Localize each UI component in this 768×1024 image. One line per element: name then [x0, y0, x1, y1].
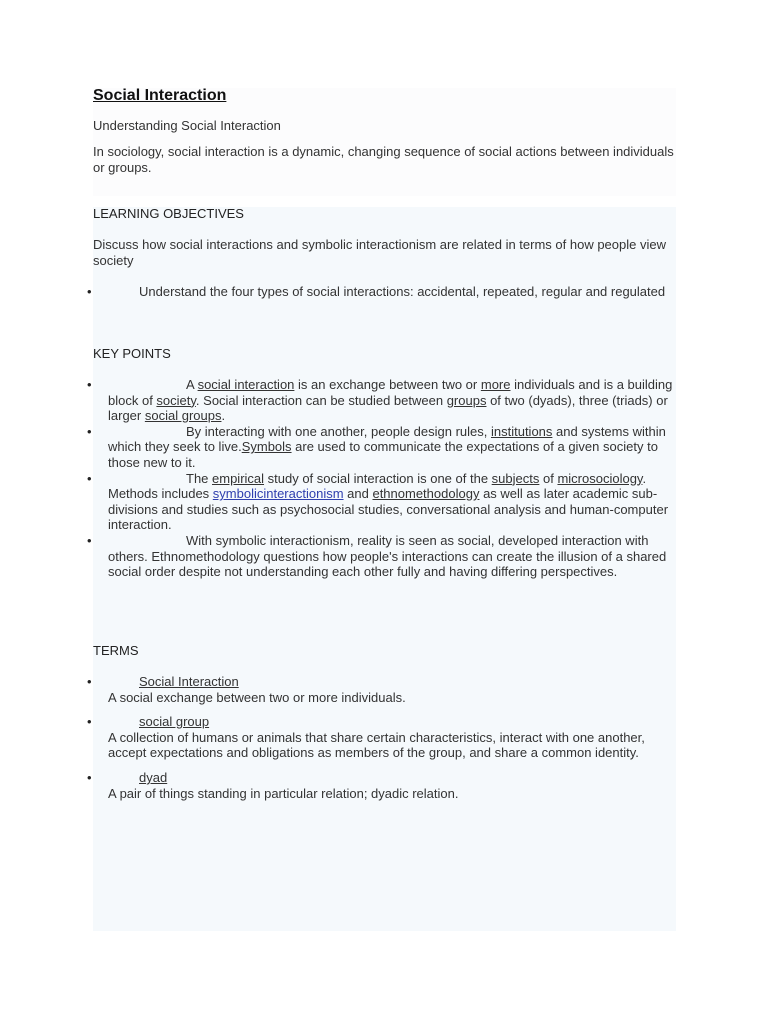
- bullet-icon: •: [87, 714, 92, 730]
- key-points-list: [87, 377, 675, 580]
- link-microsociology[interactable]: microsociology: [557, 470, 643, 486]
- text: . Methods includes: [108, 470, 647, 502]
- learning-objectives-text: Discuss how social interactions and symbolic interactionism are related in terms of how people view society: [93, 237, 666, 268]
- text: With symbolic interactionism, reality is seen as social, developed interaction with others. Ethnomethodology questions how people's interactions can create the illusion of a shared social order despite not understanding each other fully and having differing perspectives.: [108, 532, 667, 580]
- text: individuals and is a building block of: [108, 377, 673, 408]
- learning-objectives-list: [87, 284, 675, 300]
- link-social-groups[interactable]: social groups: [144, 408, 222, 424]
- bullet-icon: •: [87, 674, 92, 689]
- link-society[interactable]: society: [156, 392, 196, 408]
- term-definition: A collection of humans or animals that share certain characteristics, interact with one another, accept expectations and obligations as members of the group, and share a common identity.: [108, 729, 645, 761]
- learning-objectives-heading: LEARNING OBJECTIVES: [93, 206, 244, 221]
- page-subtitle: Understanding Social Interaction: [93, 118, 281, 133]
- term-label[interactable]: social group: [139, 714, 210, 730]
- link-ethnomethodology[interactable]: ethnomethodology: [372, 486, 480, 502]
- key-points-heading: KEY POINTS: [93, 346, 171, 361]
- text: as well as later academic sub-divisions and studies such as psychosocial studies, conversational analysis and human-computer interaction.: [108, 486, 669, 533]
- term-item: [87, 714, 675, 761]
- text: A: [186, 377, 198, 392]
- bullet-icon: •: [87, 284, 92, 299]
- text: study of social interaction is one of the: [264, 470, 492, 486]
- bullet-icon: •: [87, 377, 92, 392]
- link-subjects[interactable]: subjects: [491, 470, 540, 486]
- text: . Social interaction can be studied between: [195, 392, 447, 408]
- terms-list: [87, 674, 675, 801]
- text: of: [539, 470, 558, 486]
- text: and: [343, 486, 373, 502]
- list-item: [87, 423, 675, 471]
- link-empirical[interactable]: empirical: [212, 470, 265, 486]
- text: By interacting with one another, people design rules,: [186, 423, 491, 439]
- terms-heading: TERMS: [93, 643, 139, 658]
- link-symbolic-interactionism[interactable]: symbolicinteractionism: [212, 486, 344, 502]
- page-title: Social Interaction: [93, 87, 227, 104]
- list-item: [87, 470, 675, 533]
- bullet-icon: •: [87, 769, 92, 785]
- text: .: [221, 408, 226, 424]
- term-label[interactable]: dyad: [139, 769, 168, 785]
- list-item: [87, 532, 675, 580]
- link-symbols[interactable]: Symbols: [241, 439, 292, 455]
- link-social-interaction[interactable]: social interaction: [197, 377, 295, 392]
- link-institutions[interactable]: institutions: [490, 423, 553, 439]
- list-item: [87, 284, 675, 300]
- term-label[interactable]: Social Interaction: [139, 674, 239, 689]
- text: and systems within which they seek to live.: [108, 423, 666, 455]
- term-item: [87, 674, 675, 705]
- bullet-icon: •: [87, 470, 92, 486]
- link-more[interactable]: more: [480, 377, 511, 392]
- text: is an exchange between two or: [294, 377, 481, 392]
- bullet-icon: •: [87, 532, 92, 548]
- text: are used to communicate the expectations of a given society to those new to it.: [108, 439, 658, 470]
- term-definition: A pair of things standing in particular relation; dyadic relation.: [108, 785, 459, 801]
- text: of two (dyads), three (triads) or larger: [108, 392, 668, 424]
- link-groups[interactable]: groups: [446, 392, 487, 408]
- intro-paragraph: In sociology, social interaction is a dynamic, changing sequence of social actions between individuals or groups.: [93, 144, 674, 175]
- list-item: [87, 377, 675, 424]
- text: The: [186, 470, 213, 486]
- term-definition: A social exchange between two or more individuals.: [108, 689, 406, 705]
- term-item: [87, 769, 675, 801]
- learning-objective-bullet: Understand the four types of social interactions: accidental, repeated, regular and regulated: [139, 284, 666, 299]
- bullet-icon: •: [87, 423, 92, 439]
